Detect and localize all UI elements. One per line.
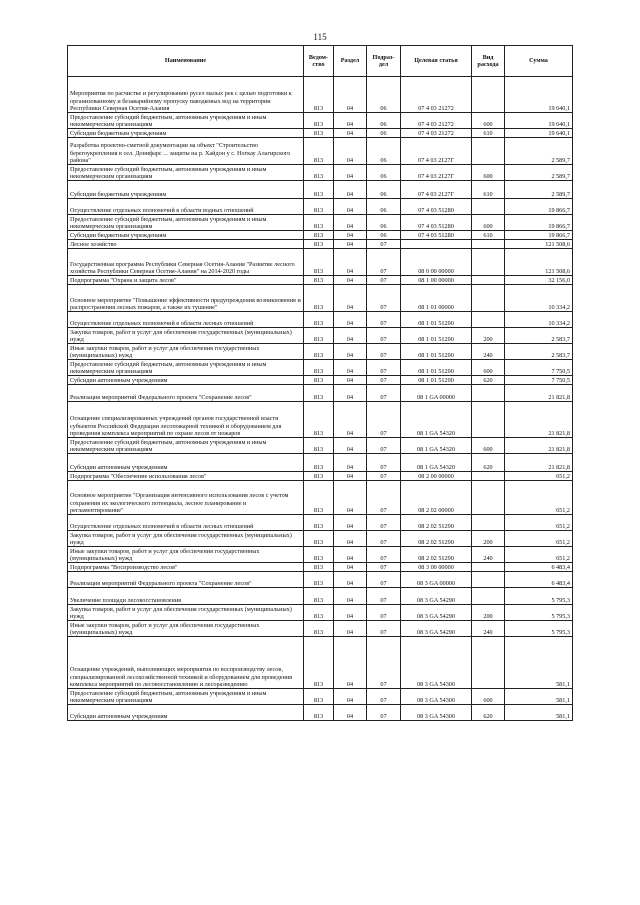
table-row [68, 129, 573, 138]
row-target-article-cell: 08 3 GA 54300 [401, 705, 472, 721]
row-razdel-cell: 04 [334, 438, 367, 454]
row-target-article-cell: 08 0 00 00000 [401, 249, 472, 276]
row-target-article-cell: 07 4 03 21272 [401, 129, 472, 138]
table-row [68, 344, 573, 360]
row-razdel-cell: 04 [334, 113, 367, 129]
row-vedomstvo-cell: 813 [304, 402, 334, 438]
row-expense-type-cell: 600 [472, 215, 505, 231]
row-expense-type-cell: 200 [472, 605, 505, 621]
row-podrazdel-cell: 07 [367, 276, 401, 285]
row-razdel-cell: 04 [334, 588, 367, 605]
row-name-cell: Основное мероприятие "Повышение эффективности предупреждения возникновения и распространения лесных пожаров, а также их тушение" [68, 285, 304, 312]
table-row [68, 472, 573, 481]
row-sum-cell: 581,1 [505, 689, 573, 705]
row-name-cell: Закупка товаров, работ и услуг для обеспечения государственных (муниципальных) нужд [68, 531, 304, 547]
row-target-article-cell: 07 4 03 51280 [401, 231, 472, 240]
row-razdel-cell: 04 [334, 385, 367, 402]
row-target-article-cell: 08 2 02 51290 [401, 515, 472, 531]
row-razdel-cell: 04 [334, 276, 367, 285]
row-name-cell: Предоставление субсидий бюджетным, автономным учреждениям и иным некоммерческим организациям [68, 113, 304, 129]
row-razdel-cell: 04 [334, 129, 367, 138]
row-name-cell: Подпрограмма "Обеспечение использования лесов" [68, 472, 304, 481]
row-sum-cell: 2 583,7 [505, 344, 573, 360]
row-expense-type-cell [472, 77, 505, 113]
row-razdel-cell: 04 [334, 360, 367, 376]
row-name-cell: Предоставление субсидий бюджетным, автономным учреждениям и иным некоммерческим организациям [68, 165, 304, 181]
row-expense-type-cell [472, 240, 505, 249]
row-sum-cell: 19 640,1 [505, 129, 573, 138]
row-name-cell: Лесное хозяйство [68, 240, 304, 249]
row-vedomstvo-cell: 813 [304, 376, 334, 385]
row-target-article-cell: 08 3 GA 54300 [401, 637, 472, 689]
row-expense-type-cell [472, 312, 505, 328]
row-podrazdel-cell: 07 [367, 240, 401, 249]
row-name-cell: Субсидии автономным учреждениям [68, 454, 304, 472]
row-target-article-cell: 08 3 GA 00000 [401, 572, 472, 588]
header-expense-type: Вид расхода [472, 46, 505, 77]
table-row [68, 605, 573, 621]
row-sum-cell: 651,2 [505, 481, 573, 515]
row-target-article-cell: 08 3 GA 54300 [401, 689, 472, 705]
row-name-cell: Закупка товаров, работ и услуг для обеспечения государственных (муниципальных) нужд [68, 605, 304, 621]
row-expense-type-cell: 240 [472, 344, 505, 360]
row-podrazdel-cell: 06 [367, 215, 401, 231]
row-razdel-cell: 04 [334, 572, 367, 588]
row-podrazdel-cell: 07 [367, 572, 401, 588]
row-expense-type-cell: 610 [472, 231, 505, 240]
table-row [68, 165, 573, 181]
row-podrazdel-cell: 07 [367, 588, 401, 605]
row-expense-type-cell: 620 [472, 454, 505, 472]
row-podrazdel-cell: 06 [367, 165, 401, 181]
row-vedomstvo-cell: 813 [304, 276, 334, 285]
row-sum-cell: 5 795,3 [505, 621, 573, 637]
row-podrazdel-cell: 06 [367, 181, 401, 199]
row-target-article-cell: 08 1 01 51290 [401, 312, 472, 328]
row-vedomstvo-cell: 813 [304, 385, 334, 402]
row-target-article-cell: 07 4 03 2127Г [401, 165, 472, 181]
row-name-cell: Субсидии бюджетным учреждениям [68, 231, 304, 240]
row-name-cell: Мероприятия по расчистке и регулированию русел малых рек с целью подготовки к организованному и безаварийному пропуску паводковых вод на территории Республики Северная Осетия-Алания [68, 77, 304, 113]
row-vedomstvo-cell: 813 [304, 113, 334, 129]
row-target-article-cell: 07 4 03 21272 [401, 113, 472, 129]
row-razdel-cell: 04 [334, 215, 367, 231]
row-podrazdel-cell: 06 [367, 231, 401, 240]
row-razdel-cell: 04 [334, 705, 367, 721]
row-podrazdel-cell: 07 [367, 376, 401, 385]
row-name-cell: Предоставление субсидий бюджетным, автономным учреждениям и иным некоммерческим организациям [68, 360, 304, 376]
row-name-cell: Субсидии автономным учреждениям [68, 705, 304, 721]
row-podrazdel-cell: 07 [367, 563, 401, 572]
row-target-article-cell: 08 3 GA 54290 [401, 621, 472, 637]
row-sum-cell: 2 589,7 [505, 138, 573, 165]
row-expense-type-cell [472, 588, 505, 605]
row-sum-cell: 651,2 [505, 515, 573, 531]
table-row [68, 181, 573, 199]
row-name-cell: Предоставление субсидий бюджетным, автономным учреждениям и иным некоммерческим организациям [68, 215, 304, 231]
row-razdel-cell: 04 [334, 312, 367, 328]
row-vedomstvo-cell: 813 [304, 285, 334, 312]
row-expense-type-cell [472, 249, 505, 276]
row-expense-type-cell [472, 138, 505, 165]
table-row [68, 240, 573, 249]
row-vedomstvo-cell: 813 [304, 563, 334, 572]
table-body [68, 77, 573, 721]
row-sum-cell: 5 795,3 [505, 588, 573, 605]
row-name-cell: Реализация мероприятий Федерального проекта "Сохранение лесов" [68, 385, 304, 402]
row-podrazdel-cell: 07 [367, 605, 401, 621]
row-sum-cell: 121 508,6 [505, 249, 573, 276]
row-expense-type-cell [472, 515, 505, 531]
row-vedomstvo-cell: 813 [304, 138, 334, 165]
table-row [68, 231, 573, 240]
row-name-cell: Закупка товаров, работ и услуг для обеспечения государственных (муниципальных) нужд [68, 328, 304, 344]
row-sum-cell: 19 866,7 [505, 215, 573, 231]
row-sum-cell: 19 866,7 [505, 199, 573, 215]
row-vedomstvo-cell: 813 [304, 129, 334, 138]
table-row [68, 360, 573, 376]
row-expense-type-cell [472, 385, 505, 402]
table-row [68, 481, 573, 515]
row-vedomstvo-cell: 813 [304, 481, 334, 515]
row-target-article-cell: 08 2 02 00000 [401, 481, 472, 515]
table-row [68, 249, 573, 276]
row-podrazdel-cell: 06 [367, 77, 401, 113]
row-name-cell: Иные закупки товаров, работ и услуг для обеспечения государственных (муниципальных) нужд [68, 621, 304, 637]
table-row [68, 637, 573, 689]
row-name-cell: Иные закупки товаров, работ и услуг для обеспечения государственных (муниципальных) нужд [68, 547, 304, 563]
table-row [68, 77, 573, 113]
row-razdel-cell: 04 [334, 138, 367, 165]
row-expense-type-cell [472, 285, 505, 312]
row-razdel-cell: 04 [334, 285, 367, 312]
row-podrazdel-cell: 07 [367, 689, 401, 705]
row-vedomstvo-cell: 813 [304, 312, 334, 328]
row-sum-cell: 5 795,3 [505, 605, 573, 621]
row-podrazdel-cell: 07 [367, 621, 401, 637]
header-target-article: Целевая статья [401, 46, 472, 77]
table-row [68, 276, 573, 285]
table-header-row [68, 46, 573, 77]
row-vedomstvo-cell: 813 [304, 77, 334, 113]
row-target-article-cell: 08 1 01 51290 [401, 344, 472, 360]
row-sum-cell: 581,1 [505, 637, 573, 689]
row-name-cell: Разработка проектно-сметной документации на объект "Строительство берегоукрепления в сел. Донифарс ... защиты на р. Хайдон у с. Ногкау Алагирского района" [68, 138, 304, 165]
row-expense-type-cell: 200 [472, 531, 505, 547]
table-row [68, 402, 573, 438]
row-podrazdel-cell: 07 [367, 402, 401, 438]
row-vedomstvo-cell: 813 [304, 621, 334, 637]
row-expense-type-cell: 620 [472, 705, 505, 721]
row-name-cell: Предоставление субсидий бюджетным, автономным учреждениям и иным некоммерческим организациям [68, 689, 304, 705]
row-name-cell: Осуществление отдельных полномочий в области водных отношений [68, 199, 304, 215]
row-razdel-cell: 04 [334, 199, 367, 215]
row-podrazdel-cell: 07 [367, 385, 401, 402]
row-name-cell: Субсидии бюджетным учреждениям [68, 181, 304, 199]
row-vedomstvo-cell: 813 [304, 588, 334, 605]
row-expense-type-cell: 200 [472, 328, 505, 344]
row-name-cell: Основное мероприятие "Организация интенсивного использования лесов с учетом сохранения их экологического потенциала, лесное планирование и регламентирование" [68, 481, 304, 515]
row-vedomstvo-cell: 813 [304, 215, 334, 231]
table-row [68, 215, 573, 231]
row-target-article-cell: 08 3 GA 54290 [401, 588, 472, 605]
table-row [68, 113, 573, 129]
table-row [68, 199, 573, 215]
row-sum-cell: 6 483,4 [505, 572, 573, 588]
row-target-article-cell: 08 1 01 00000 [401, 285, 472, 312]
header-podrazdel: Подраз-дел [367, 46, 401, 77]
row-target-article-cell: 08 1 GA 54320 [401, 438, 472, 454]
row-razdel-cell: 04 [334, 481, 367, 515]
row-podrazdel-cell: 07 [367, 344, 401, 360]
row-vedomstvo-cell: 813 [304, 231, 334, 240]
row-razdel-cell: 04 [334, 515, 367, 531]
row-sum-cell: 6 483,4 [505, 563, 573, 572]
row-target-article-cell: 08 1 01 51290 [401, 376, 472, 385]
row-podrazdel-cell: 07 [367, 312, 401, 328]
row-vedomstvo-cell: 813 [304, 328, 334, 344]
row-razdel-cell: 04 [334, 637, 367, 689]
row-target-article-cell: 07 4 03 51280 [401, 215, 472, 231]
budget-table [67, 45, 573, 721]
row-razdel-cell: 04 [334, 376, 367, 385]
row-expense-type-cell [472, 563, 505, 572]
row-target-article-cell: 08 1 01 51290 [401, 360, 472, 376]
row-expense-type-cell: 600 [472, 113, 505, 129]
row-razdel-cell: 04 [334, 605, 367, 621]
row-podrazdel-cell: 07 [367, 249, 401, 276]
row-podrazdel-cell: 06 [367, 113, 401, 129]
row-sum-cell: 21 821,8 [505, 385, 573, 402]
row-sum-cell: 19 640,1 [505, 77, 573, 113]
row-sum-cell: 651,2 [505, 531, 573, 547]
row-target-article-cell: 08 3 00 00000 [401, 563, 472, 572]
table-row [68, 572, 573, 588]
row-expense-type-cell [472, 572, 505, 588]
row-expense-type-cell [472, 402, 505, 438]
row-expense-type-cell [472, 481, 505, 515]
row-name-cell: Осуществление отдельных полномочий в области лесных отношений [68, 515, 304, 531]
row-podrazdel-cell: 07 [367, 481, 401, 515]
row-vedomstvo-cell: 813 [304, 637, 334, 689]
row-name-cell: Осуществление отдельных полномочий в области лесных отношений [68, 312, 304, 328]
row-expense-type-cell [472, 637, 505, 689]
row-podrazdel-cell: 07 [367, 454, 401, 472]
header-razdel: Раздел [334, 46, 367, 77]
row-vedomstvo-cell: 813 [304, 531, 334, 547]
row-vedomstvo-cell: 813 [304, 165, 334, 181]
row-podrazdel-cell: 06 [367, 199, 401, 215]
row-sum-cell: 7 750,5 [505, 360, 573, 376]
row-razdel-cell: 04 [334, 344, 367, 360]
row-expense-type-cell: 610 [472, 129, 505, 138]
row-target-article-cell: 08 1 GA 54320 [401, 454, 472, 472]
row-podrazdel-cell: 06 [367, 138, 401, 165]
row-expense-type-cell: 600 [472, 165, 505, 181]
row-expense-type-cell [472, 276, 505, 285]
row-name-cell: Иные закупки товаров, работ и услуг для обеспечения государственных (муниципальных) нужд [68, 344, 304, 360]
row-name-cell: Субсидии бюджетным учреждениям [68, 129, 304, 138]
row-vedomstvo-cell: 813 [304, 472, 334, 481]
table-row [68, 454, 573, 472]
row-sum-cell: 2 589,7 [505, 181, 573, 199]
row-expense-type-cell: 240 [472, 621, 505, 637]
table-row [68, 689, 573, 705]
row-target-article-cell: 08 1 GA 00000 [401, 385, 472, 402]
row-expense-type-cell: 600 [472, 438, 505, 454]
row-target-article-cell: 08 2 02 51290 [401, 531, 472, 547]
row-target-article-cell: 08 3 GA 54290 [401, 605, 472, 621]
row-expense-type-cell: 620 [472, 376, 505, 385]
row-vedomstvo-cell: 813 [304, 605, 334, 621]
row-razdel-cell: 04 [334, 231, 367, 240]
row-sum-cell: 21 821,8 [505, 402, 573, 438]
table-row [68, 285, 573, 312]
row-podrazdel-cell: 07 [367, 515, 401, 531]
row-podrazdel-cell: 06 [367, 129, 401, 138]
row-expense-type-cell [472, 472, 505, 481]
table-row [68, 531, 573, 547]
row-name-cell: Предоставление субсидий бюджетным, автономным учреждениям и иным некоммерческим организациям [68, 438, 304, 454]
row-target-article-cell: 07 4 03 51280 [401, 199, 472, 215]
row-target-article-cell [401, 240, 472, 249]
row-sum-cell: 10 334,2 [505, 285, 573, 312]
row-name-cell: Подпрограмма "Воспроизводство лесов" [68, 563, 304, 572]
row-podrazdel-cell: 07 [367, 328, 401, 344]
table-row [68, 385, 573, 402]
row-razdel-cell: 04 [334, 249, 367, 276]
row-vedomstvo-cell: 813 [304, 689, 334, 705]
table-row [68, 376, 573, 385]
row-podrazdel-cell: 07 [367, 705, 401, 721]
row-vedomstvo-cell: 813 [304, 344, 334, 360]
row-sum-cell: 651,2 [505, 547, 573, 563]
row-vedomstvo-cell: 813 [304, 454, 334, 472]
row-razdel-cell: 04 [334, 563, 367, 572]
row-sum-cell: 19 640,1 [505, 113, 573, 129]
table-row [68, 515, 573, 531]
row-podrazdel-cell: 07 [367, 531, 401, 547]
row-razdel-cell: 04 [334, 328, 367, 344]
row-target-article-cell: 07 4 03 2127Г [401, 138, 472, 165]
row-podrazdel-cell: 07 [367, 285, 401, 312]
row-target-article-cell: 08 1 GA 54320 [401, 402, 472, 438]
table-row [68, 588, 573, 605]
row-vedomstvo-cell: 813 [304, 705, 334, 721]
row-target-article-cell: 07 4 03 2127Г [401, 181, 472, 199]
row-name-cell: Государственная программа Республики Северная Осетия-Алания "Развитие лесного хозяйства Республики Северная Осетия-Алания" на 2014-2020 годы [68, 249, 304, 276]
row-sum-cell: 32 156,0 [505, 276, 573, 285]
table-row [68, 563, 573, 572]
table-row [68, 547, 573, 563]
row-target-article-cell: 08 2 00 00000 [401, 472, 472, 481]
row-sum-cell: 121 508,6 [505, 240, 573, 249]
header-sum: Сумма [505, 46, 573, 77]
row-expense-type-cell: 600 [472, 360, 505, 376]
row-razdel-cell: 04 [334, 240, 367, 249]
row-vedomstvo-cell: 813 [304, 515, 334, 531]
row-razdel-cell: 04 [334, 531, 367, 547]
row-target-article-cell: 08 1 01 51290 [401, 328, 472, 344]
table-row [68, 312, 573, 328]
row-vedomstvo-cell: 813 [304, 240, 334, 249]
row-podrazdel-cell: 07 [367, 472, 401, 481]
row-sum-cell: 19 866,7 [505, 231, 573, 240]
table-row [68, 438, 573, 454]
row-vedomstvo-cell: 813 [304, 249, 334, 276]
row-sum-cell: 10 334,2 [505, 312, 573, 328]
row-expense-type-cell: 600 [472, 689, 505, 705]
row-razdel-cell: 04 [334, 621, 367, 637]
row-sum-cell: 651,2 [505, 472, 573, 481]
row-vedomstvo-cell: 813 [304, 181, 334, 199]
row-sum-cell: 581,1 [505, 705, 573, 721]
row-name-cell: Оснащение специализированных учреждений органов государственной власти субъектов Российской Федерации лесопожарной техникой и оборудованием для проведения комплекса мероприятий по охране лесов от пожаров [68, 402, 304, 438]
row-podrazdel-cell: 07 [367, 360, 401, 376]
row-expense-type-cell [472, 199, 505, 215]
row-podrazdel-cell: 07 [367, 438, 401, 454]
row-podrazdel-cell: 07 [367, 547, 401, 563]
row-vedomstvo-cell: 813 [304, 438, 334, 454]
row-target-article-cell: 08 2 02 51290 [401, 547, 472, 563]
row-razdel-cell: 04 [334, 165, 367, 181]
row-sum-cell: 7 750,5 [505, 376, 573, 385]
row-name-cell: Увеличение площади лесовосстановления [68, 588, 304, 605]
table-row [68, 621, 573, 637]
row-razdel-cell: 04 [334, 689, 367, 705]
page-number: 115 [313, 32, 327, 42]
row-podrazdel-cell: 07 [367, 637, 401, 689]
row-name-cell: Оснащение учреждений, выполняющих мероприятия по воспроизводству лесов, специализированной лесохозяйственной техникой и оборудованием для проведения комплекса мероприятий по лесовосстановлению и лесоразведению [68, 637, 304, 689]
row-name-cell: Реализация мероприятий Федерального проекта "Сохранение лесов" [68, 572, 304, 588]
header-name: Наименование [68, 46, 304, 77]
table-row [68, 705, 573, 721]
row-razdel-cell: 04 [334, 181, 367, 199]
row-sum-cell: 2 583,7 [505, 328, 573, 344]
row-sum-cell: 21 821,8 [505, 454, 573, 472]
row-vedomstvo-cell: 813 [304, 199, 334, 215]
row-razdel-cell: 04 [334, 77, 367, 113]
row-name-cell: Субсидии автономным учреждениям [68, 376, 304, 385]
row-vedomstvo-cell: 813 [304, 572, 334, 588]
table-row [68, 138, 573, 165]
row-name-cell: Подпрограмма "Охрана и защита лесов" [68, 276, 304, 285]
row-expense-type-cell: 610 [472, 181, 505, 199]
row-sum-cell: 2 589,7 [505, 165, 573, 181]
row-razdel-cell: 04 [334, 472, 367, 481]
row-vedomstvo-cell: 813 [304, 360, 334, 376]
table-row [68, 328, 573, 344]
row-sum-cell: 21 821,8 [505, 438, 573, 454]
row-razdel-cell: 04 [334, 454, 367, 472]
header-vedomstvo: Ведом-ство [304, 46, 334, 77]
row-target-article-cell: 07 4 03 21272 [401, 77, 472, 113]
row-target-article-cell: 08 1 00 00000 [401, 276, 472, 285]
row-razdel-cell: 04 [334, 402, 367, 438]
row-razdel-cell: 04 [334, 547, 367, 563]
row-vedomstvo-cell: 813 [304, 547, 334, 563]
row-expense-type-cell: 240 [472, 547, 505, 563]
